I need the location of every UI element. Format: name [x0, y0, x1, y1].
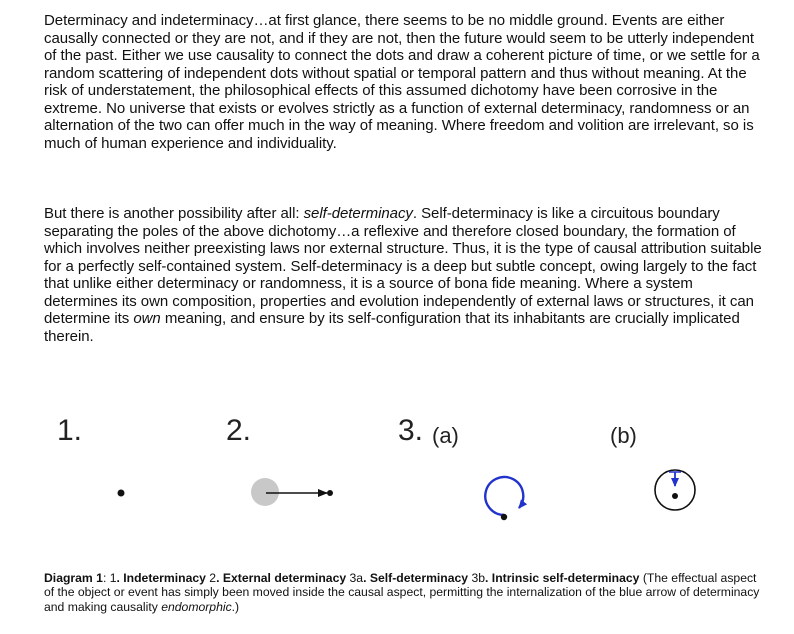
diagram-label-3b: (b)	[610, 423, 637, 448]
indeterminacy-dot	[118, 490, 125, 497]
caption-sep: :	[102, 571, 110, 585]
caption-explanation: (The effectual aspect of the object or event has simply been moved inside the causal aspect, permitting the internalization of the blue arrow of determinacy and making causality	[44, 571, 760, 614]
self-determinacy-loop	[485, 477, 523, 515]
paragraph-1: Determinacy and indeterminacy…at first glance, there seems to be no middle ground. Events are either causally connected or they are not, and if they are not, then the future would seem to be utterly independent of the past. Either we use causality to connect the dots and draw a coherent picture of time, or we settle for a random scattering of independent dots without spatial or temporal pattern and thus without meaning. At the risk of understatement, the philosophical effects of this assumed dichotomy have been corrosive in the extreme. No universe that exists or evolves strictly as a function of external determinacy, randomness or an alternation of the two can offer much in the way of meaning. Where freedom and volition are irrelevant, so is much of human experience and individuality.	[44, 12, 760, 152]
effect-dot	[327, 490, 333, 496]
diagram-label-3a: (a)	[432, 423, 459, 448]
caption-n3b: 3b	[471, 571, 486, 585]
diagram-label-3: 3.	[398, 414, 424, 447]
caption-t2: . External determinacy	[216, 571, 350, 585]
paragraph-2-text-b: . Self-determinacy is like a circuitous boundary separating the poles of the above dichotomy…a reflexive and therefore closed boundary, the formation of which involves neither preexisting laws nor external structure. Thus, it is the type of causal attribution suitable for a perfectly self-contained system. Self-determinacy is a deep but subtle concept, owing largely to the fact that unlike either determinacy or randomness, it is a source of bona fide meaning. Where a system determines its own composition, properties and evolution independently of external laws or structures, it can determine its	[44, 205, 762, 328]
self-determinacy-term: self-determinacy	[303, 205, 413, 222]
caption-t3b: . Intrinsic self-determinacy	[485, 571, 640, 585]
caption-t1: . Indeterminacy	[116, 571, 210, 585]
caption-n3a: 3a	[349, 571, 364, 585]
caption-n2: 2	[209, 571, 217, 585]
caption-t3a: . Self-determinacy	[363, 571, 472, 585]
diagram-caption	[44, 571, 764, 614]
paragraph-2-text-a: But there is another possibility after all:	[44, 205, 304, 222]
paragraph-2	[44, 205, 769, 345]
own-emphasis: own	[133, 310, 161, 328]
caption-end: .)	[231, 599, 240, 614]
cause-disc	[251, 478, 279, 506]
caption-n1: 1	[109, 571, 117, 585]
paragraph-2-text-c: meaning, and ensure by its self-configuration that its inhabitants are crucially implicated therein.	[44, 310, 740, 345]
diagram-figure	[0, 460, 794, 540]
intrinsic-dot	[672, 493, 678, 499]
diagram-label-1: 1.	[57, 414, 83, 447]
diagram-label-2: 2.	[226, 414, 252, 447]
caption-endomorphic: endomorphic	[161, 599, 232, 614]
caption-title: Diagram 1	[44, 571, 103, 585]
self-determinacy-dot	[501, 514, 507, 520]
